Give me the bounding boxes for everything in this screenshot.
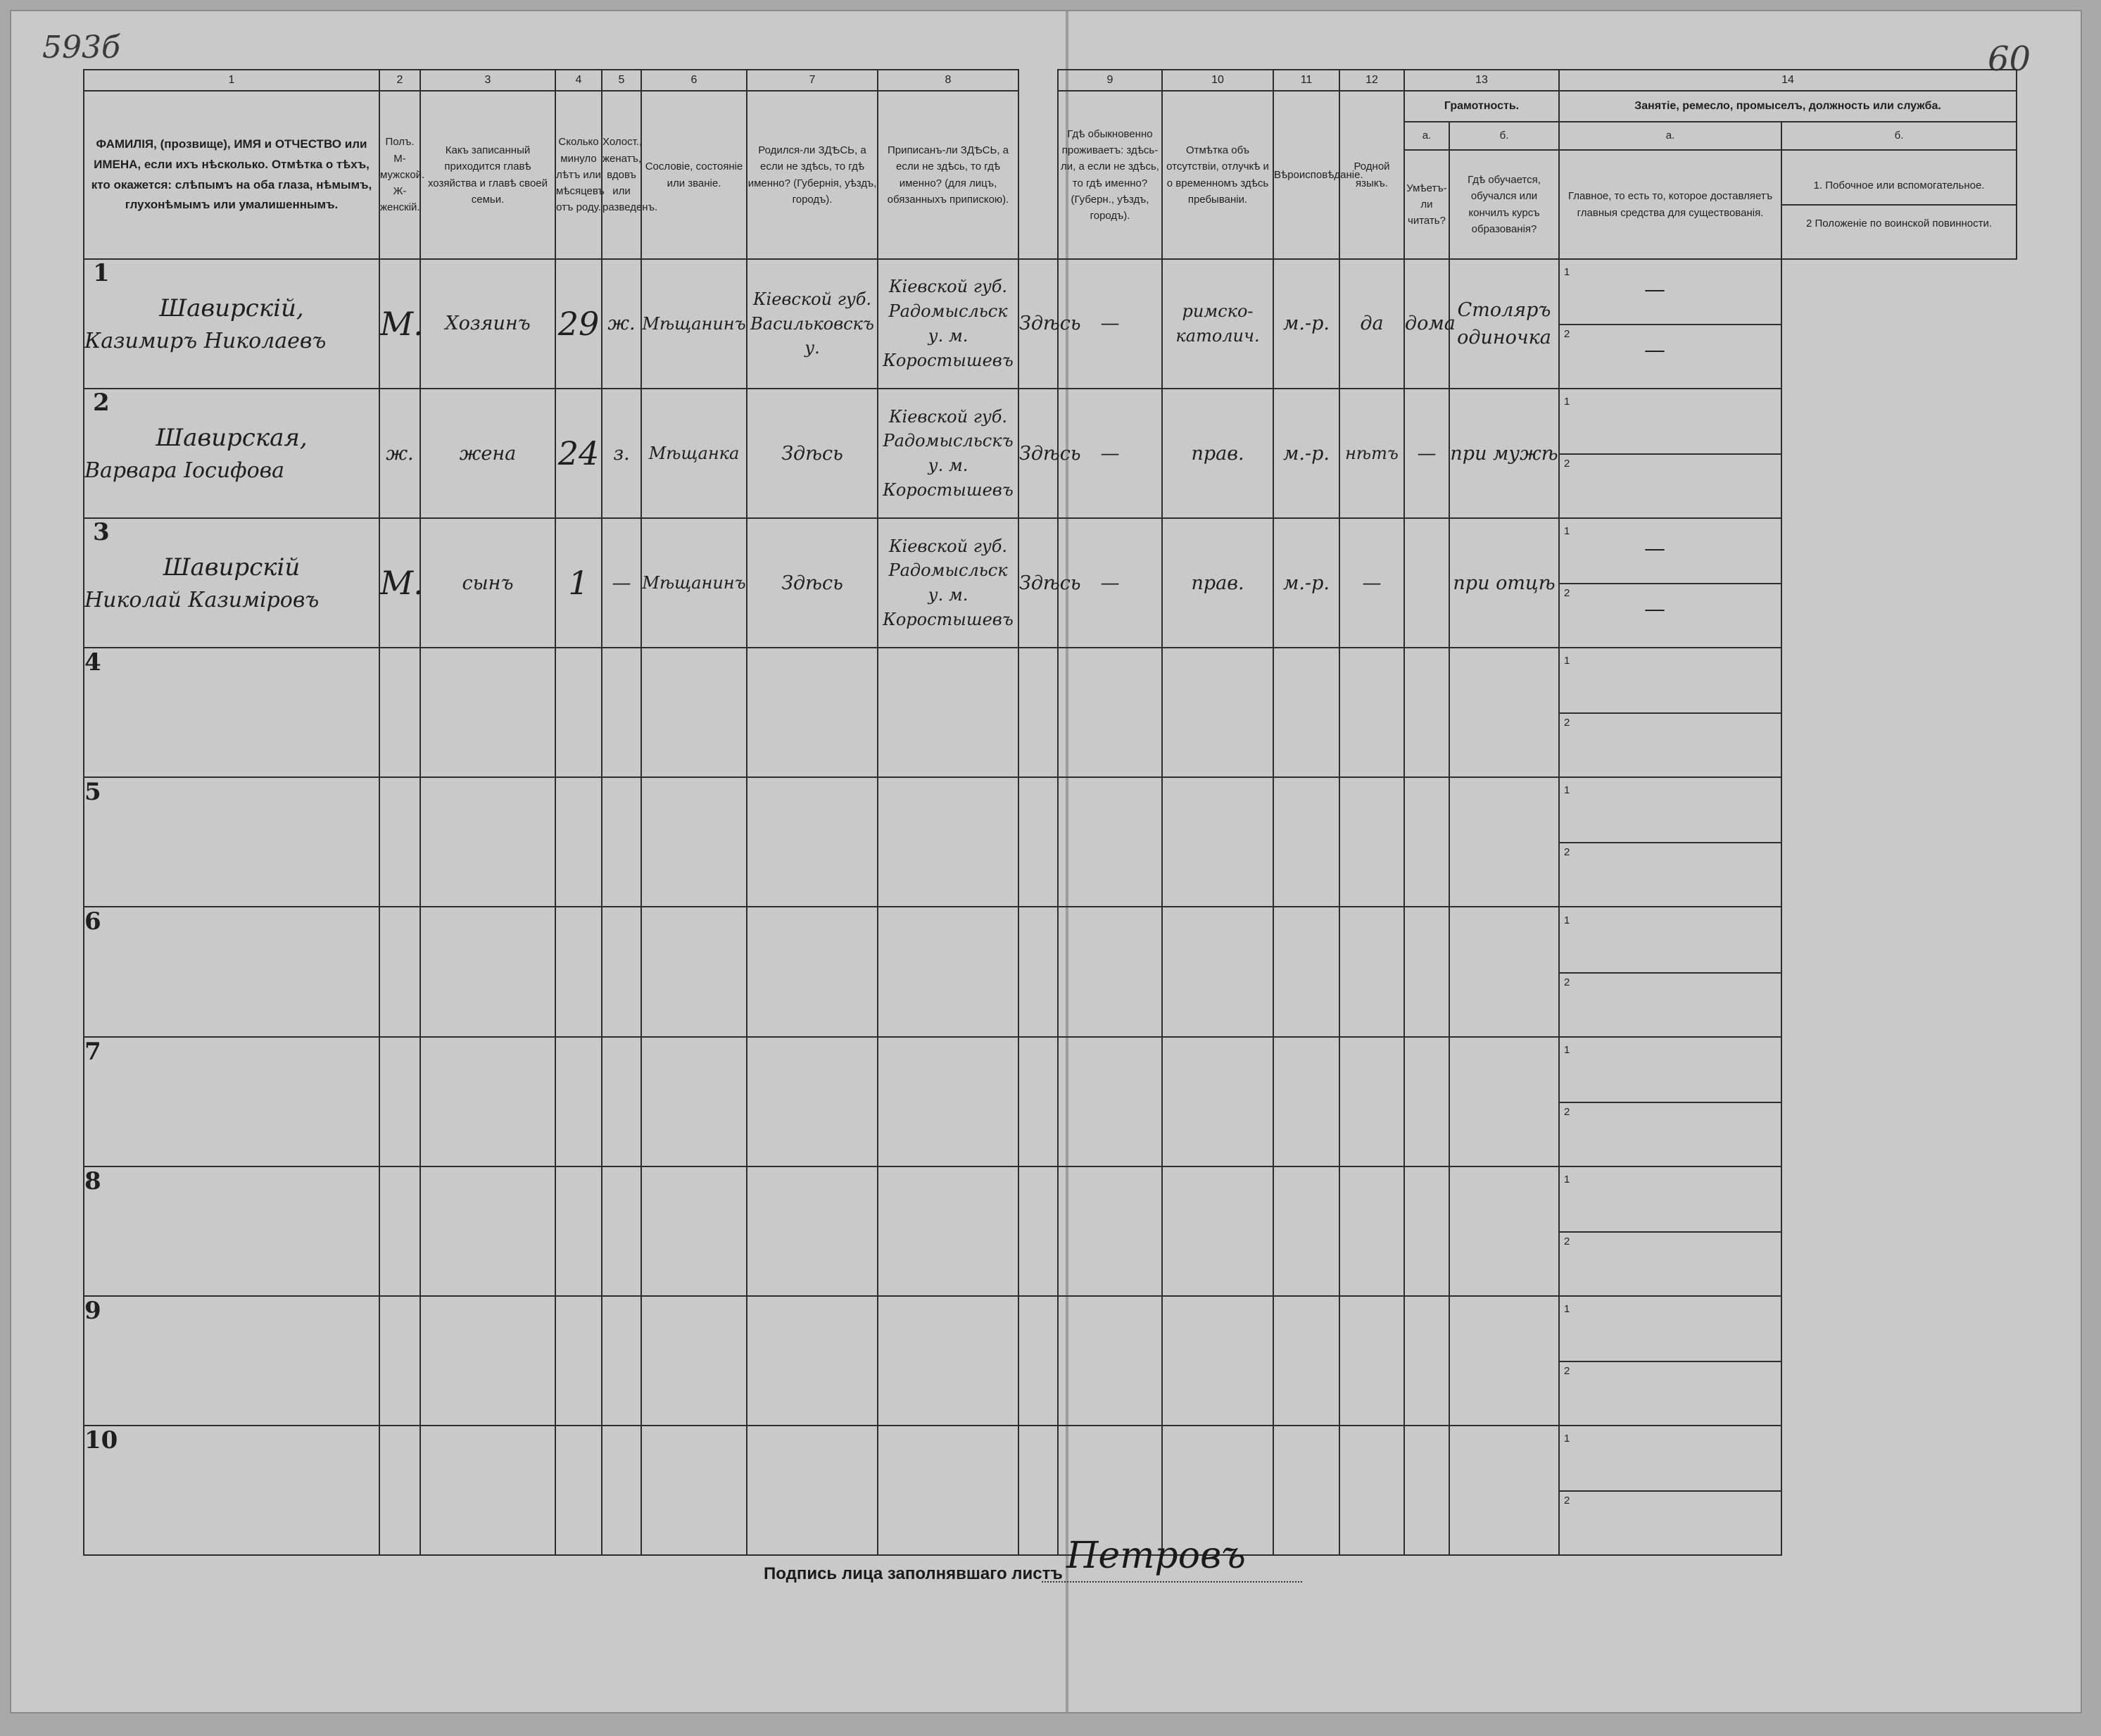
colnum: 5 xyxy=(602,70,641,91)
empty-cell xyxy=(878,777,1018,907)
marker-1: 1 xyxy=(1564,396,1570,408)
cell-name xyxy=(84,259,379,389)
cell-reads: нѣтъ xyxy=(1339,389,1404,518)
row-number: 9 xyxy=(84,1296,379,1426)
colnum: 7 xyxy=(747,70,878,91)
cell-registered: Кіевской губ. Радомысльск у. м. Коростышевъ xyxy=(878,259,1018,389)
header-literacy-b-letter: б. xyxy=(1449,122,1559,150)
surname: Шавирскій, xyxy=(159,294,304,322)
colnum: 2 xyxy=(379,70,420,91)
cell-age: 1 xyxy=(555,518,602,648)
side-occupation xyxy=(1560,263,1781,325)
cell-educated: — xyxy=(1404,389,1449,518)
header-birthplace: Родился-ли ЗДѢСЬ, а если не здѣсь, то гдѣ именно? (Губернія, уѣздъ, городъ). xyxy=(747,91,878,259)
header-estate: Сословіе, состояніе или званіе. xyxy=(641,91,747,259)
side-occupation xyxy=(1560,912,1781,974)
empty-cell xyxy=(602,1296,641,1426)
cell-language: м.-р. xyxy=(1273,518,1339,648)
signature-label: Подпись лица заполнявшаго листъ xyxy=(764,1564,1063,1583)
empty-cell xyxy=(878,1296,1018,1426)
military-status xyxy=(1560,1492,1781,1551)
empty-cell xyxy=(379,648,420,777)
empty-cell xyxy=(878,1166,1018,1296)
marker-1: 1 xyxy=(1564,784,1570,797)
empty-cell xyxy=(1404,1426,1449,1555)
empty-cell xyxy=(1404,907,1449,1036)
empty-cell xyxy=(1449,1296,1559,1426)
colnum: 4 xyxy=(555,70,602,91)
signature-line xyxy=(1042,1581,1302,1583)
cell-occupation-b xyxy=(1559,907,1781,1036)
empty-cell xyxy=(420,648,555,777)
cell-occupation-b xyxy=(1559,1296,1781,1426)
colnum: 14 xyxy=(1559,70,2017,91)
empty-cell xyxy=(1404,648,1449,777)
marker-2: 2 xyxy=(1564,846,1570,859)
empty-cell xyxy=(379,1037,420,1166)
cell-resides: Здѣсь xyxy=(1018,518,1058,648)
surname: Шавирская, xyxy=(156,423,308,452)
cell-occupation-b xyxy=(1559,1426,1781,1555)
empty-cell xyxy=(641,1426,747,1555)
cell-relation: сынъ xyxy=(420,518,555,648)
cell-marital: з. xyxy=(602,389,641,518)
header-occupation-a-letter: а. xyxy=(1559,122,1781,150)
empty-cell xyxy=(555,648,602,777)
side-value: — xyxy=(1644,536,1666,562)
cell-age: 24 xyxy=(555,389,602,518)
empty-rows xyxy=(84,648,2017,1555)
cell-language: м.-р. xyxy=(1273,389,1339,518)
header-religion: Вѣроисповѣданіе. xyxy=(1273,91,1339,259)
cell-absence: — xyxy=(1058,518,1162,648)
empty-cell xyxy=(1162,1037,1273,1166)
military-status xyxy=(1560,1362,1781,1421)
empty-cell xyxy=(379,907,420,1036)
cell-estate: Мѣщанка xyxy=(641,389,747,518)
header-literacy: Грамотность. xyxy=(1404,91,1559,122)
header-can-read: Умѣетъ-ли читать? xyxy=(1404,150,1449,259)
row-number: 8 xyxy=(84,1166,379,1296)
empty-cell xyxy=(641,907,747,1036)
empty-cell xyxy=(1449,648,1559,777)
empty-cell xyxy=(379,777,420,907)
empty-cell xyxy=(747,648,878,777)
military-status xyxy=(1560,584,1781,643)
empty-cell xyxy=(1273,1037,1339,1166)
header-occupation-b-letter: б. xyxy=(1781,122,2017,150)
colnum: 11 xyxy=(1273,70,1339,91)
cell-occupation-b xyxy=(1559,259,1781,389)
empty-cell xyxy=(602,1166,641,1296)
header-relation: Какъ записанный приходится главѣ хозяйства и главѣ своей семьи. xyxy=(420,91,555,259)
empty-cell xyxy=(420,1426,555,1555)
marker-1: 1 xyxy=(1564,266,1570,279)
military-value: — xyxy=(1644,338,1666,363)
cell-absence: — xyxy=(1058,259,1162,389)
sheet-number-right: 60 xyxy=(1988,39,2031,79)
header-side-occupation xyxy=(1781,150,2017,259)
column-number-row xyxy=(84,70,2017,91)
table-row xyxy=(84,1426,2017,1555)
table-row xyxy=(84,648,2017,777)
cell-reads: — xyxy=(1339,518,1404,648)
marker-1: 1 xyxy=(1564,1173,1570,1185)
row-number: 2 xyxy=(93,388,110,417)
marker-2: 2 xyxy=(1564,458,1570,470)
empty-cell xyxy=(555,1037,602,1166)
empty-cell xyxy=(1273,907,1339,1036)
cell-resides: Здѣсь xyxy=(1018,259,1058,389)
cell-occupation-b xyxy=(1559,1166,1781,1296)
colnum: 8 xyxy=(878,70,1018,91)
military-status xyxy=(1560,325,1781,384)
empty-cell xyxy=(555,1166,602,1296)
cell-born: Здѣсь xyxy=(747,389,878,518)
cell-occupation: при мужѣ xyxy=(1449,389,1559,518)
colnum: 13 xyxy=(1404,70,1559,91)
empty-cell xyxy=(1018,1166,1058,1296)
cell-sex: М. xyxy=(379,518,420,648)
side-occupation xyxy=(1560,522,1781,584)
empty-cell xyxy=(641,1037,747,1166)
table-row xyxy=(84,907,2017,1036)
empty-cell xyxy=(1273,777,1339,907)
cell-absence: — xyxy=(1058,389,1162,518)
cell-age: 29 xyxy=(555,259,602,389)
marker-1: 1 xyxy=(1564,1302,1570,1315)
empty-cell xyxy=(420,777,555,907)
colnum: 10 xyxy=(1162,70,1273,91)
empty-cell xyxy=(555,777,602,907)
empty-cell xyxy=(1339,777,1404,907)
empty-cell xyxy=(379,1166,420,1296)
cell-resides: Здѣсь xyxy=(1018,389,1058,518)
given-names: Казимиръ Николаевъ xyxy=(84,328,327,353)
military-status xyxy=(1560,974,1781,1033)
row-number: 6 xyxy=(84,907,379,1036)
military-status xyxy=(1560,1103,1781,1162)
empty-cell xyxy=(1018,648,1058,777)
military-status xyxy=(1560,455,1781,514)
empty-cell xyxy=(1018,777,1058,907)
header-sex: Полъ. М-мужской. Ж-женскій. xyxy=(379,91,420,259)
military-status xyxy=(1560,843,1781,902)
empty-cell xyxy=(1058,777,1162,907)
cell-born: Кіевской губ. Васильковскъ у. xyxy=(747,259,878,389)
side-occupation xyxy=(1560,1171,1781,1233)
cell-occupation-b xyxy=(1559,777,1781,907)
cell-born: Здѣсь xyxy=(747,518,878,648)
marker-1: 1 xyxy=(1564,1043,1570,1056)
marker-2: 2 xyxy=(1564,1235,1570,1247)
surname: Шавирскій xyxy=(163,553,301,581)
marker-2: 2 xyxy=(1564,1105,1570,1118)
header-name: ФАМИЛІЯ, (прозвище), ИМЯ и ОТЧЕСТВО или ИМЕНА, если ихъ нѣсколько. Отмѣтка о тѣхъ, кто окажется: слѣпымъ на оба глаза, нѣмымъ, глухонѣмымъ или умалишеннымъ. xyxy=(84,91,379,259)
empty-cell xyxy=(1058,1296,1162,1426)
colnum: 12 xyxy=(1339,70,1404,91)
given-names: Варвара Іосифова xyxy=(84,458,285,484)
header-occupation: Занятіе, ремесло, промыселъ, должность или служба. xyxy=(1559,91,2017,122)
side-occupation xyxy=(1560,781,1781,843)
empty-cell xyxy=(555,1296,602,1426)
empty-cell xyxy=(1273,648,1339,777)
cell-relation: жена xyxy=(420,389,555,518)
header-military-status: 2 Положеніе по воинской повинности. xyxy=(1805,217,1993,229)
empty-cell xyxy=(1449,1037,1559,1166)
empty-cell xyxy=(1018,1037,1058,1166)
cell-language: м.-р. xyxy=(1273,259,1339,389)
empty-cell xyxy=(1404,1037,1449,1166)
row-number: 10 xyxy=(84,1426,379,1555)
header-literacy-a-letter: а. xyxy=(1404,122,1449,150)
empty-cell xyxy=(602,648,641,777)
empty-cell xyxy=(1339,907,1404,1036)
header-residence: Гдѣ обыкновенно проживаетъ: здѣсь-ли, а если не здѣсь, то гдѣ именно? (Губерн., уѣздъ, городъ). xyxy=(1058,91,1162,259)
side-occupation xyxy=(1560,1430,1781,1492)
header-age: Сколько минуло лѣтъ или мѣсяцевъ отъ роду. xyxy=(555,91,602,259)
census-table xyxy=(83,69,2017,1556)
binding-gap xyxy=(1018,70,1058,259)
empty-cell xyxy=(1018,907,1058,1036)
empty-cell xyxy=(747,1166,878,1296)
table-row xyxy=(84,518,2017,648)
cell-occupation-b xyxy=(1559,1037,1781,1166)
empty-cell xyxy=(878,1037,1018,1166)
row-number: 1 xyxy=(93,258,110,287)
side-occupation xyxy=(1560,1041,1781,1103)
empty-cell xyxy=(379,1426,420,1555)
side-occupation xyxy=(1560,1300,1781,1362)
marker-2: 2 xyxy=(1564,717,1570,729)
empty-cell xyxy=(1018,1296,1058,1426)
empty-cell xyxy=(1449,777,1559,907)
row-number: 3 xyxy=(93,517,110,546)
table-row xyxy=(84,1166,2017,1296)
header-registered: Приписанъ-ли ЗДѢСЬ, а если не здѣсь, то гдѣ именно? (для лицъ, обязанныхъ припискою). xyxy=(878,91,1018,259)
cell-name xyxy=(84,518,379,648)
header-language: Родной языкъ. xyxy=(1339,91,1404,259)
cell-religion: прав. xyxy=(1162,389,1273,518)
empty-cell xyxy=(1162,1166,1273,1296)
empty-cell xyxy=(1058,648,1162,777)
marker-1: 1 xyxy=(1564,1432,1570,1445)
side-occupation xyxy=(1560,393,1781,455)
colnum: 1 xyxy=(84,70,379,91)
cell-educated xyxy=(1404,518,1449,648)
empty-cell xyxy=(878,907,1018,1036)
given-names: Николай Казиміровъ xyxy=(84,588,320,613)
row-number: 5 xyxy=(84,777,379,907)
military-value: — xyxy=(1644,597,1666,622)
cell-occupation-b xyxy=(1559,518,1781,648)
cell-registered: Кіевской губ. Радомысльскъ у. м. Коростышевъ xyxy=(878,389,1018,518)
military-status xyxy=(1560,1233,1781,1292)
colnum: 9 xyxy=(1058,70,1162,91)
cell-estate: Мѣщанинъ xyxy=(641,259,747,389)
empty-cell xyxy=(747,1037,878,1166)
empty-cell xyxy=(420,907,555,1036)
empty-cell xyxy=(379,1296,420,1426)
empty-cell xyxy=(1449,1166,1559,1296)
empty-cell xyxy=(641,1296,747,1426)
header-marital: Холост., женатъ, вдовъ или разведенъ. xyxy=(602,91,641,259)
marker-1: 1 xyxy=(1564,525,1570,538)
cell-name xyxy=(84,389,379,518)
cell-occupation-b xyxy=(1559,389,1781,518)
marker-1: 1 xyxy=(1564,655,1570,667)
empty-cell xyxy=(1058,1037,1162,1166)
empty-cell xyxy=(878,648,1018,777)
empty-cell xyxy=(747,907,878,1036)
empty-cell xyxy=(1162,648,1273,777)
table-row xyxy=(84,1037,2017,1166)
marker-2: 2 xyxy=(1564,328,1570,341)
empty-cell xyxy=(1449,907,1559,1036)
empty-cell xyxy=(1162,907,1273,1036)
side-value: — xyxy=(1644,277,1666,303)
cell-occupation: Столяръ одиночка xyxy=(1449,259,1559,389)
cell-religion: прав. xyxy=(1162,518,1273,648)
empty-cell xyxy=(747,1426,878,1555)
cell-religion: римско-католич. xyxy=(1162,259,1273,389)
empty-cell xyxy=(1404,1166,1449,1296)
marker-2: 2 xyxy=(1564,1364,1570,1377)
cell-reads: да xyxy=(1339,259,1404,389)
marker-1: 1 xyxy=(1564,914,1570,926)
cell-marital: ж. xyxy=(602,259,641,389)
sheet-number-left: 593б xyxy=(42,30,120,65)
empty-cell xyxy=(641,777,747,907)
empty-cell xyxy=(747,1296,878,1426)
header-absence: Отмѣтка объ отсутствіи, отлучкѣ и о временномъ здѣсь пребываніи. xyxy=(1162,91,1273,259)
empty-cell xyxy=(1339,1166,1404,1296)
table-row xyxy=(84,389,2017,518)
empty-cell xyxy=(878,1426,1018,1555)
row-number: 4 xyxy=(84,648,379,777)
header-side-occupation-1: 1. Побочное или вспомогательное. xyxy=(1782,168,2016,205)
empty-cell xyxy=(420,1037,555,1166)
marker-2: 2 xyxy=(1564,1494,1570,1507)
empty-cell xyxy=(602,1037,641,1166)
cell-registered: Кіевской губ. Радомысльск у. м. Коростышевъ xyxy=(878,518,1018,648)
empty-cell xyxy=(420,1296,555,1426)
empty-cell xyxy=(1273,1296,1339,1426)
marker-2: 2 xyxy=(1564,976,1570,988)
empty-cell xyxy=(1273,1166,1339,1296)
marker-2: 2 xyxy=(1564,587,1570,600)
empty-cell xyxy=(1162,1296,1273,1426)
colnum: 6 xyxy=(641,70,747,91)
cell-estate: Мѣщанинъ xyxy=(641,518,747,648)
colnum: 3 xyxy=(420,70,555,91)
header-main-occupation: Главное, то есть то, которое доставляетъ главныя средства для существованія. xyxy=(1559,150,1781,259)
cell-marital: — xyxy=(602,518,641,648)
cell-relation: Хозяинъ xyxy=(420,259,555,389)
side-occupation xyxy=(1560,652,1781,714)
cell-educated: дома xyxy=(1404,259,1449,389)
empty-cell xyxy=(1018,1426,1058,1555)
empty-cell xyxy=(1339,1037,1404,1166)
cell-sex: ж. xyxy=(379,389,420,518)
empty-cell xyxy=(1339,648,1404,777)
row-number: 7 xyxy=(84,1037,379,1166)
signature: Петровъ xyxy=(1066,1535,1246,1577)
empty-cell xyxy=(602,907,641,1036)
empty-cell xyxy=(747,777,878,907)
header-education: Гдѣ обучается, обучался или кончилъ курсъ образованія? xyxy=(1449,150,1559,259)
empty-cell xyxy=(555,907,602,1036)
empty-cell xyxy=(1162,777,1273,907)
empty-cell xyxy=(1273,1426,1339,1555)
empty-cell xyxy=(602,1426,641,1555)
empty-cell xyxy=(641,648,747,777)
empty-cell xyxy=(555,1426,602,1555)
empty-cell xyxy=(641,1166,747,1296)
table-row xyxy=(84,777,2017,907)
empty-cell xyxy=(1404,777,1449,907)
cell-occupation-b xyxy=(1559,648,1781,777)
empty-cell xyxy=(1058,907,1162,1036)
table-row xyxy=(84,1296,2017,1426)
empty-cell xyxy=(1339,1296,1404,1426)
cell-sex: М. xyxy=(379,259,420,389)
empty-cell xyxy=(1404,1296,1449,1426)
empty-cell xyxy=(1449,1426,1559,1555)
table-row xyxy=(84,259,2017,389)
empty-cell xyxy=(420,1166,555,1296)
empty-cell xyxy=(1058,1166,1162,1296)
cell-occupation: при отцѣ xyxy=(1449,518,1559,648)
empty-cell xyxy=(602,777,641,907)
military-status xyxy=(1560,714,1781,773)
empty-cell xyxy=(1339,1426,1404,1555)
